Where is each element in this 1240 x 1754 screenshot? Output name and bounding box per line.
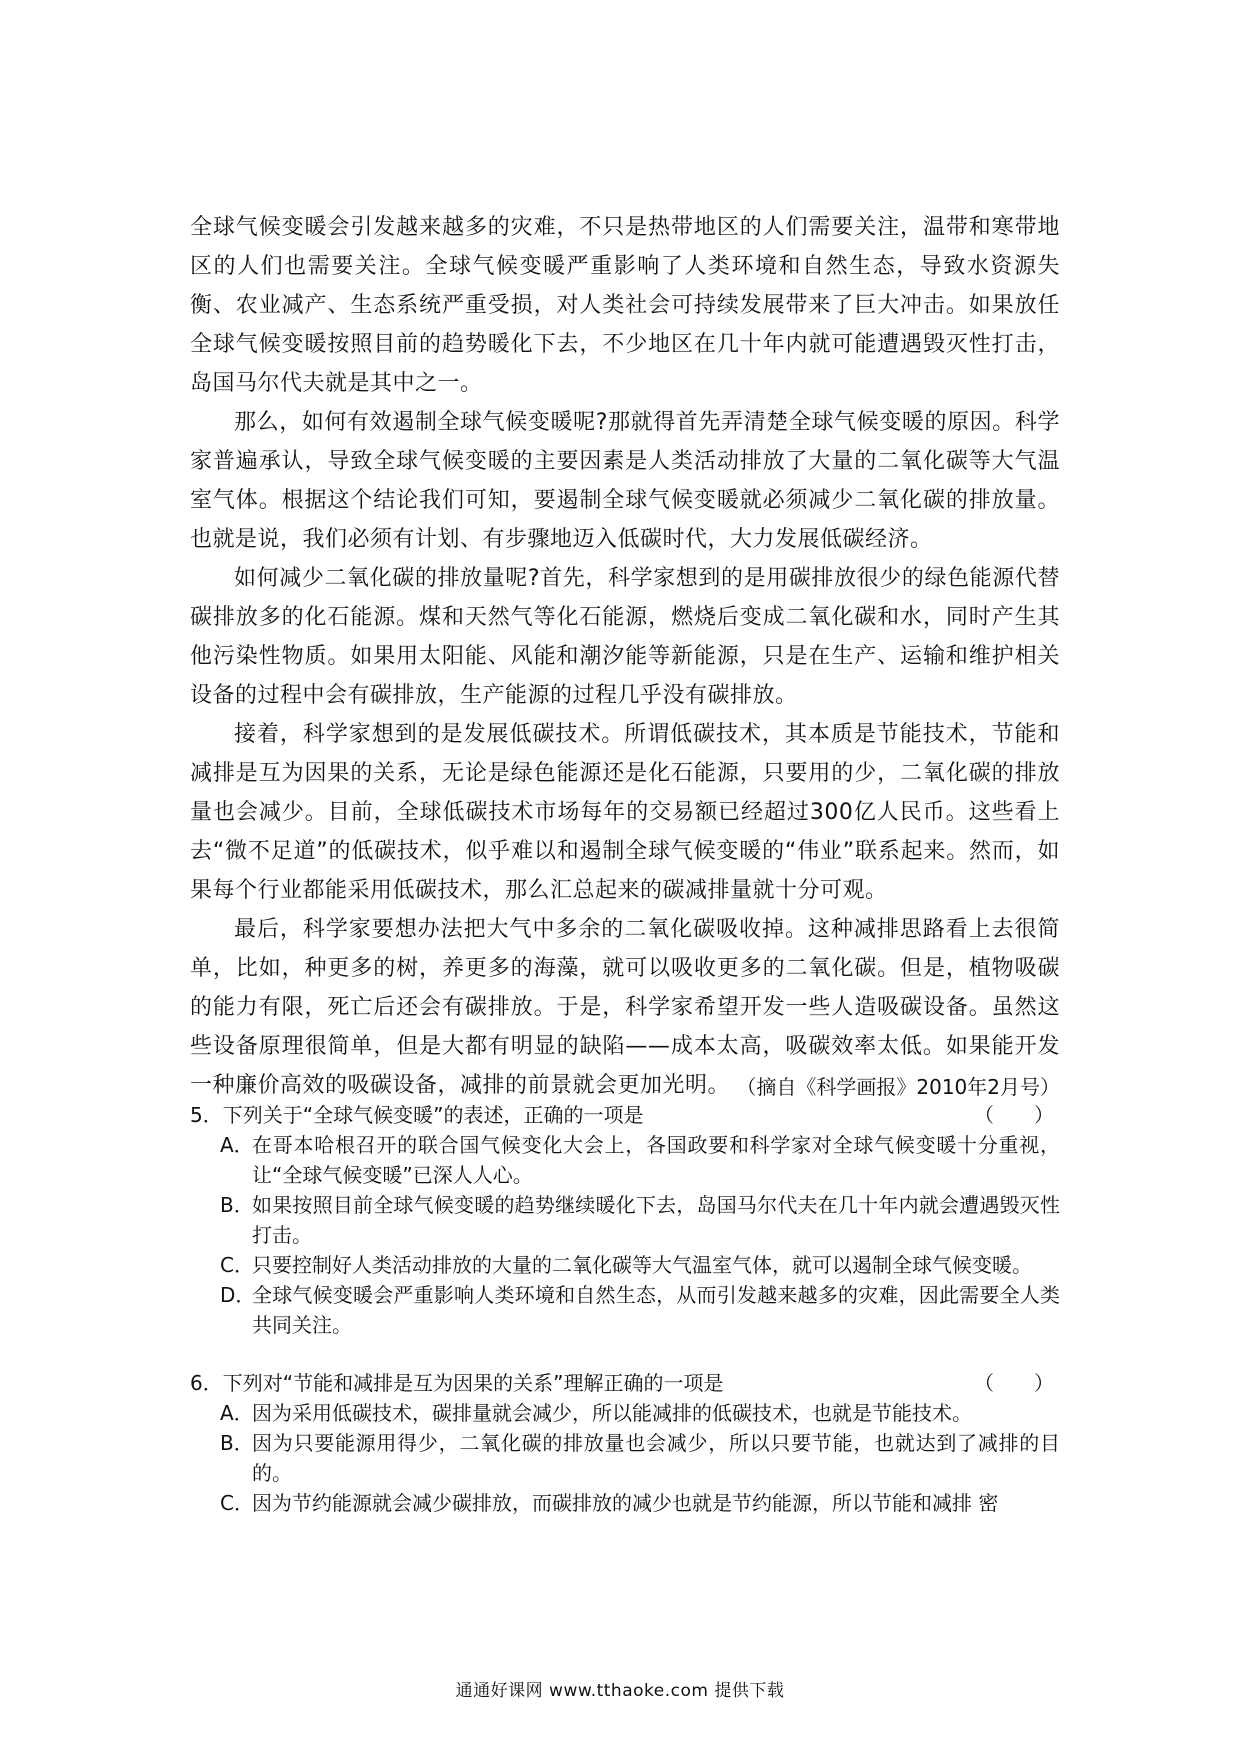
option-text: 全球气候变暖会严重影响人类环境和自然生态，从而引发越来越多的灾难，因此需要全人类共同关注。 [252, 1283, 1060, 1337]
article-paragraph-1: 全球气候变暖会引发越来越多的灾难，不只是热带地区的人们需要关注，温带和寒带地区的人们也需要关注。全球气候变暖严重影响了人类环境和自然生态，导致水资源失衡、农业减产、生态系统严重受损，对人类社会可持续发展带来了巨大冲击。如果放任全球气候变暖按照目前的趋势暖化下去，不少地区在几十年内就可能遭遇毁灭性打击，岛国马尔代夫就是其中之一。 [190, 215, 1060, 396]
question-text: 6．下列对“节能和减排是互为因果的关系”理解正确的一项是 [190, 1371, 724, 1395]
article-body [190, 208, 1060, 1105]
option-letter: D． [220, 1283, 256, 1307]
question-text: 5．下列关于“全球气候变暖”的表述，正确的一项是 [190, 1103, 644, 1127]
option-c [190, 1488, 1060, 1518]
option-text: 在哥本哈根召开的联合国气候变化大会上，各国政要和科学家对全球气候变暖十分重视，让“全球气候变暖”已深人人心。 [252, 1133, 1060, 1187]
option-text: 只要控制好人类活动排放的大量的二氧化碳等大气温室气体，就可以遏制全球气候变暖。 [252, 1253, 1032, 1277]
option-letter: B． [220, 1193, 254, 1217]
question-6 [190, 1368, 1060, 1518]
option-text: 如果按照目前全球气候变暖的趋势继续暖化下去，岛国马尔代夫在几十年内就会遭遇毁灭性打击。 [252, 1193, 1060, 1247]
option-text: 因为采用低碳技术，碳排量就会减少，所以能减排的低碳技术，也就是节能技术。 [252, 1401, 972, 1425]
article-source: （摘自《科学画报》2010年2月号） [736, 1075, 1060, 1099]
article-paragraph-2: 那么，如何有效遏制全球气候变暖呢?那就得首先弄清楚全球气候变暖的原因。科学家普遍承认，导致全球气候变暖的主要因素是人类活动排放了大量的二氧化碳等大气温室气体。根据这个结论我们可知，要遏制全球气候变暖就必须减少二氧化碳的排放量。也就是说，我们必须有计划、有步骤地迈入低碳时代，大力发展低碳经济。 [190, 410, 1060, 552]
article-paragraph-4: 接着，科学家想到的是发展低碳技术。所谓低碳技术，其本质是节能技术，节能和减排是互为因果的关系，无论是绿色能源还是化石能源，只要用的少，二氧化碳的排放量也会减少。目前，全球低碳技术市场每年的交易额已经超过300亿人民币。这些看上去“微不足道”的低碳技术，似乎难以和遏制全球气候变暖的“伟业”联系起来。然而，如果每个行业都能采用低碳技术，那么汇总起来的碳减排量就十分可观。 [190, 722, 1060, 903]
question-5 [190, 1100, 1060, 1340]
option-d [190, 1280, 1060, 1340]
option-b [190, 1428, 1060, 1488]
option-a [190, 1130, 1060, 1190]
option-text: 因为只要能源用得少，二氧化碳的排放量也会减少，所以只要节能，也就达到了减排的目的。 [252, 1431, 1060, 1485]
option-letter: A． [220, 1133, 254, 1157]
option-text: 因为节约能源就会减少碳排放，而碳排放的减少也就是节约能源，所以节能和减排 密 [252, 1491, 999, 1515]
option-a [190, 1398, 1060, 1428]
option-letter: C． [220, 1253, 254, 1277]
option-b [190, 1190, 1060, 1250]
answer-blank: （ ） [974, 1103, 1054, 1127]
article-paragraph-3: 如何减少二氧化碳的排放量呢?首先，科学家想到的是用碳排放很少的绿色能源代替碳排放多的化石能源。煤和天然气等化石能源，燃烧后变成二氧化碳和水，同时产生其他污染性物质。如果用太阳能、风能和潮汐能等新能源，只是在生产、运输和维护相关设备的过程中会有碳排放，生产能源的过程几乎没有碳排放。 [190, 566, 1060, 708]
question-stem [190, 1100, 1060, 1130]
answer-blank: （ ） [974, 1371, 1054, 1395]
article-paragraph-5: 最后，科学家要想办法把大气中多余的二氧化碳吸收掉。这种减排思路看上去很简单，比如，种更多的树，养更多的海藻，就可以吸收更多的二氧化碳。但是，植物吸碳的能力有限，死亡后还会有碳排放。于是，科学家希望开发一些人造吸碳设备。虽然这些设备原理很简单，但是大都有明显的缺陷——成本太高，吸碳效率太低。如果能开发一种廉价高效的吸碳设备，减排的前景就会更加光明。 [190, 917, 1060, 1098]
option-c [190, 1250, 1060, 1280]
option-letter: C． [220, 1491, 254, 1515]
option-letter: A． [220, 1401, 254, 1425]
question-list [190, 1100, 1060, 1518]
page-footer: 通通好课网 www.tthaoke.com 提供下载 [455, 1681, 785, 1701]
option-letter: B． [220, 1431, 254, 1455]
question-stem [190, 1368, 1060, 1398]
